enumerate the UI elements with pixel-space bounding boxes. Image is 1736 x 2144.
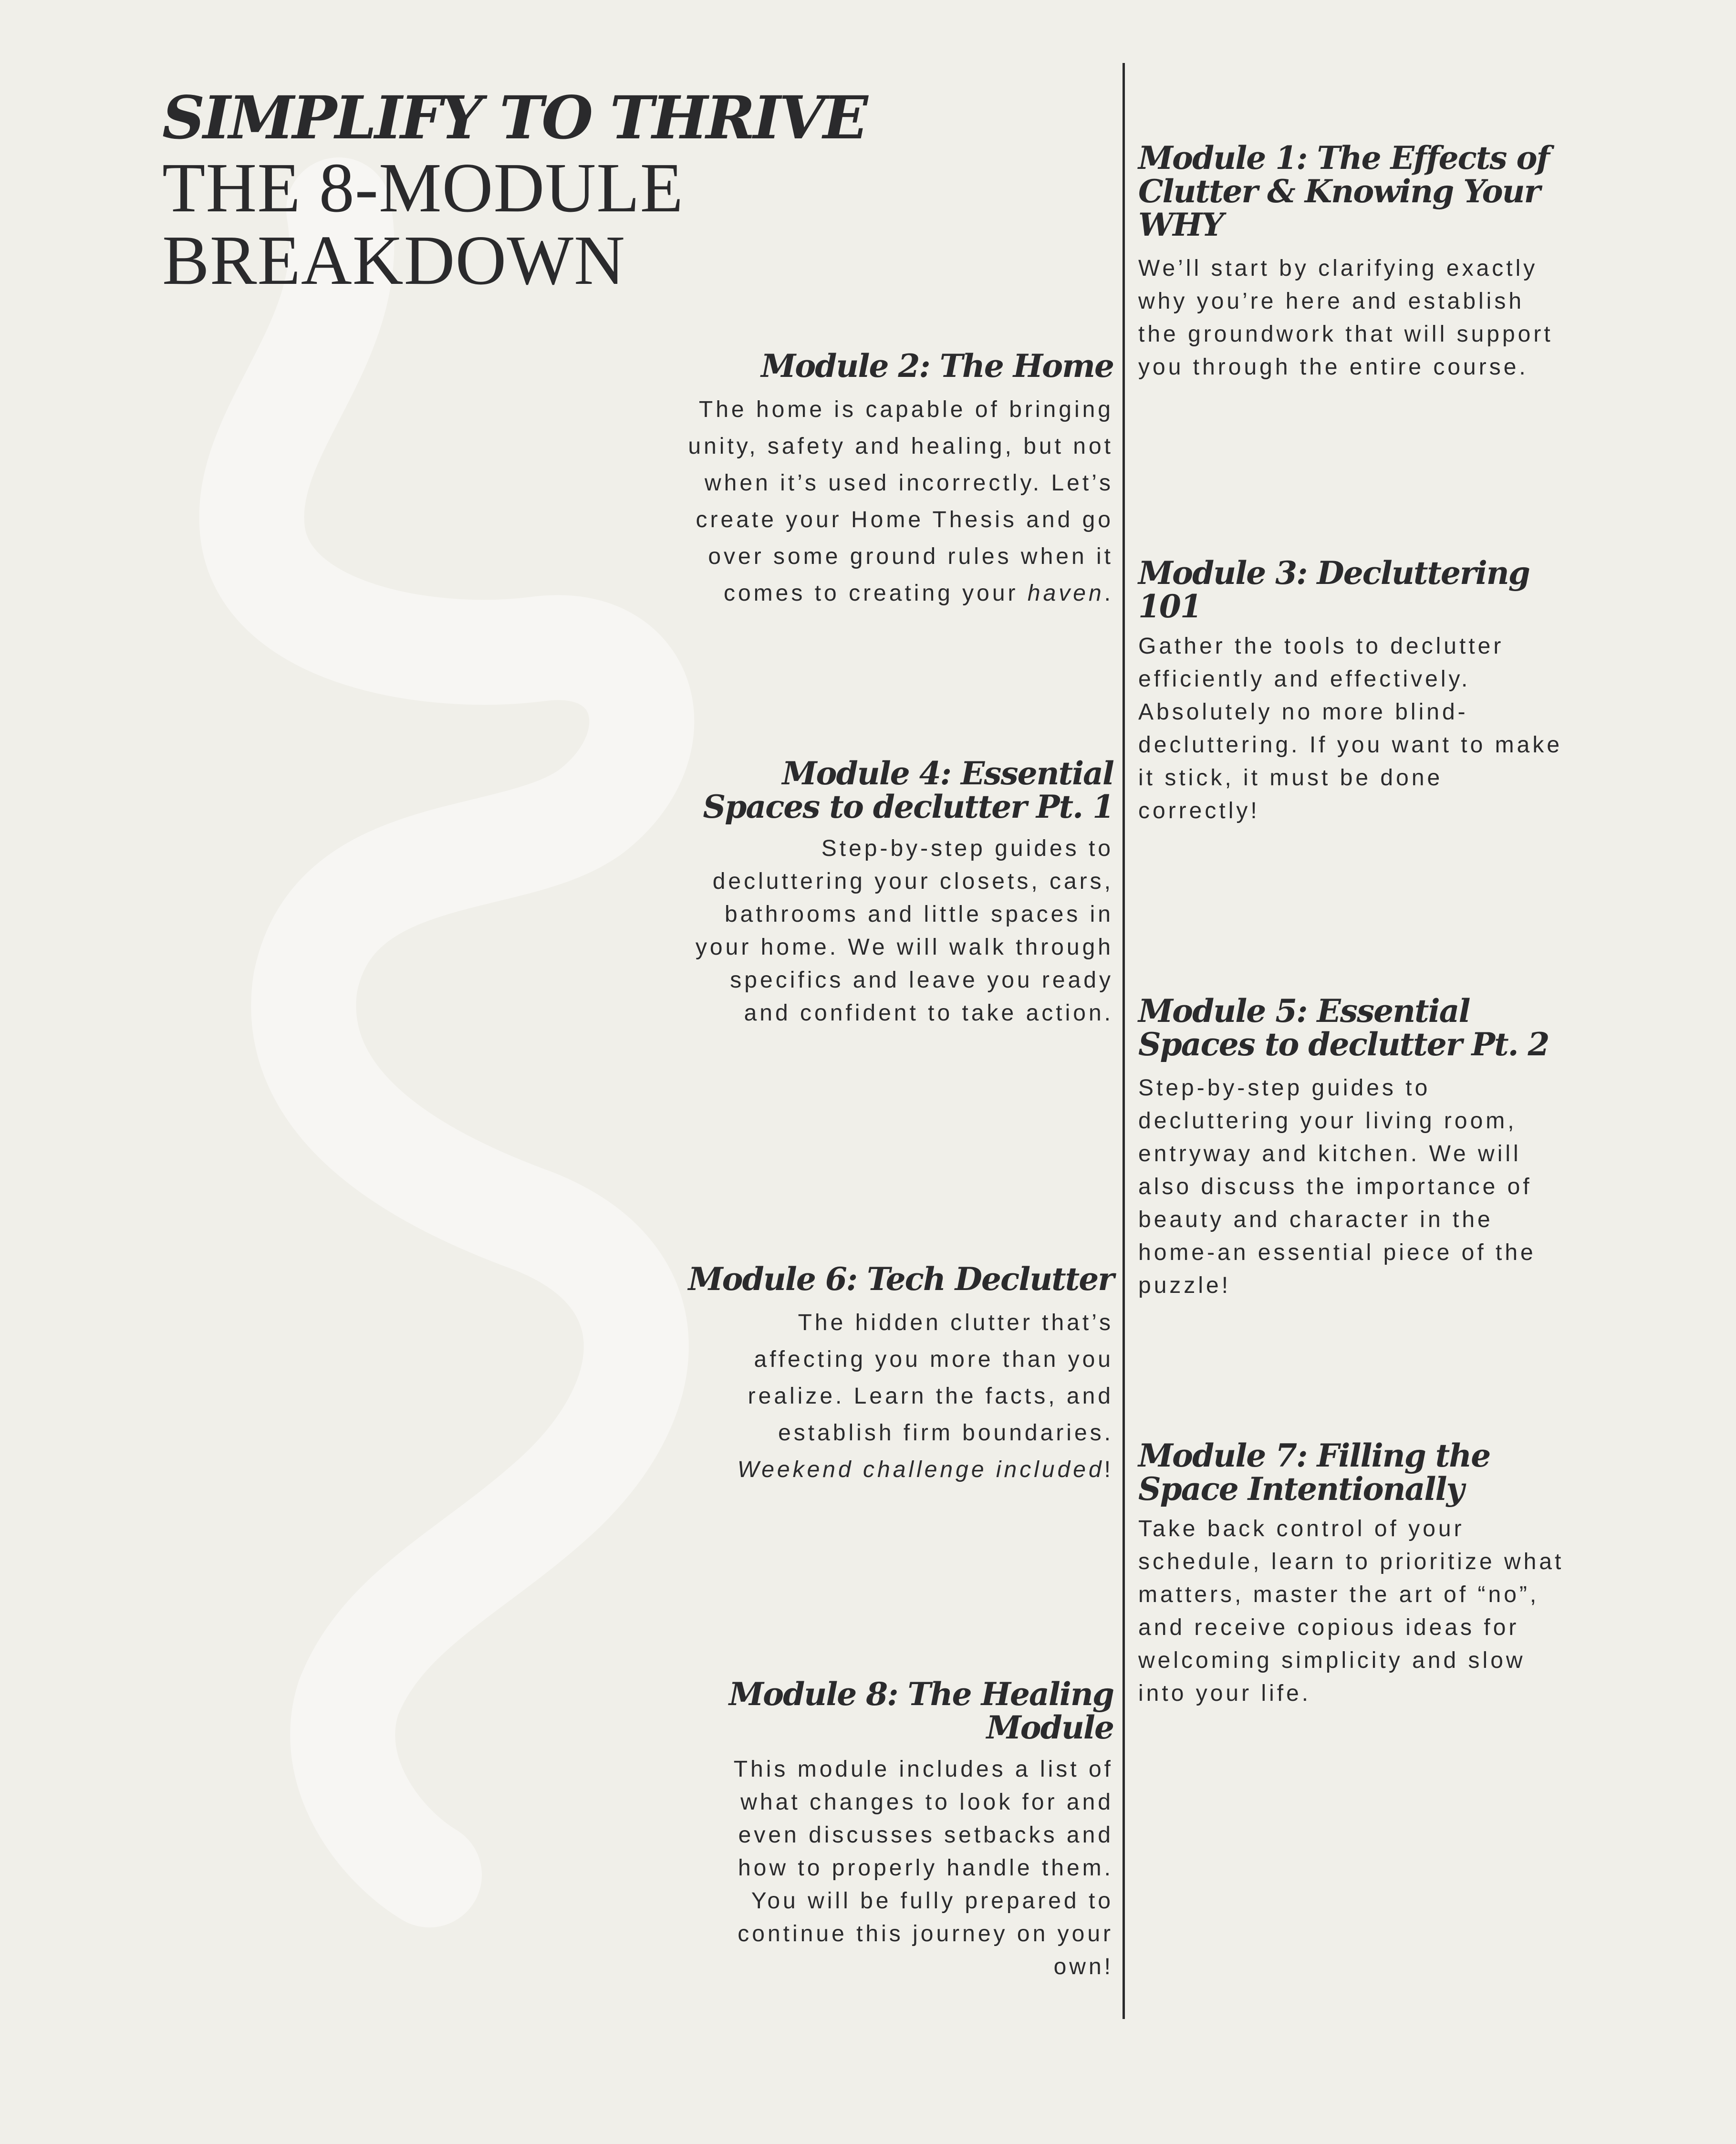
module-title: Module 6: Tech Declutter <box>688 1260 1113 1298</box>
module-description: Take back control of your schedule, learn to prioritize what matters, master the art of “no”, and receive copious ideas for welcoming simplicity and slow into your life. <box>1138 1516 1564 1706</box>
module-title: Module 3: Decluttering 101 <box>1138 554 1529 625</box>
module-description: The home is capable of bringing unity, safety and healing, but not when it’s used incorrectly. Let’s create your Home Thesis and go over some ground rules when it comes to creating your haven. <box>688 397 1113 606</box>
module-title: Module 7: Filling the Space Intentionally <box>1138 1437 1490 1508</box>
module-description: Gather the tools to declutter efficiently and effectively. Absolutely no more blind-decluttering. If you want to make it stick, it must be done correctly! <box>1138 634 1563 823</box>
module-title: Module 4: Essential Spaces to declutter Pt. 1 <box>703 755 1113 825</box>
module-description: Step-by-step guides to decluttering your living room, entryway and kitchen. We will also discuss the importance of beauty and character in the home-an essential piece of the puzzle! <box>1138 1075 1536 1298</box>
module-6 <box>684 1262 1113 1488</box>
module-description: This module includes a list of what changes to look for and even discusses setbacks and how to properly handle them. You will be fully prepared to continue this journey on your own! <box>733 1757 1113 1979</box>
module-title: Module 8: The Healing Module <box>729 1676 1113 1746</box>
header <box>162 83 1092 300</box>
module-title: Module 5: Essential Spaces to declutter Pt. 2 <box>1138 992 1549 1063</box>
module-2 <box>684 349 1113 612</box>
module-5 <box>1138 994 1568 1302</box>
emphasis-text: Weekend challenge included <box>737 1457 1104 1482</box>
module-description: We’ll start by clarifying exactly why you’re here and establish the groundwork that will support you through the entire course. <box>1138 256 1553 380</box>
module-4 <box>684 757 1113 1030</box>
emphasis-text: haven <box>1027 581 1104 606</box>
page-title: SIMPLIFY TO THRIVE <box>162 83 866 153</box>
page-subtitle: THE 8-MODULE BREAKDOWN <box>162 149 684 300</box>
module-3 <box>1138 556 1568 827</box>
vertical-divider <box>1123 63 1125 2019</box>
module-1 <box>1138 141 1568 384</box>
module-8 <box>684 1677 1113 1983</box>
module-description: Step-by-step guides to decluttering your closets, cars, bathrooms and little spaces in your home. We will walk through specifics and leave you ready and confident to take action. <box>695 836 1113 1026</box>
module-description: The hidden clutter that’s affecting you more than you realize. Learn the facts, and establish firm boundaries. Weekend challenge included! <box>737 1310 1113 1482</box>
module-7 <box>1138 1439 1568 1710</box>
module-title: Module 2: The Home <box>761 347 1113 385</box>
module-title: Module 1: The Effects of Clutter & Knowing Your WHY <box>1138 139 1549 243</box>
